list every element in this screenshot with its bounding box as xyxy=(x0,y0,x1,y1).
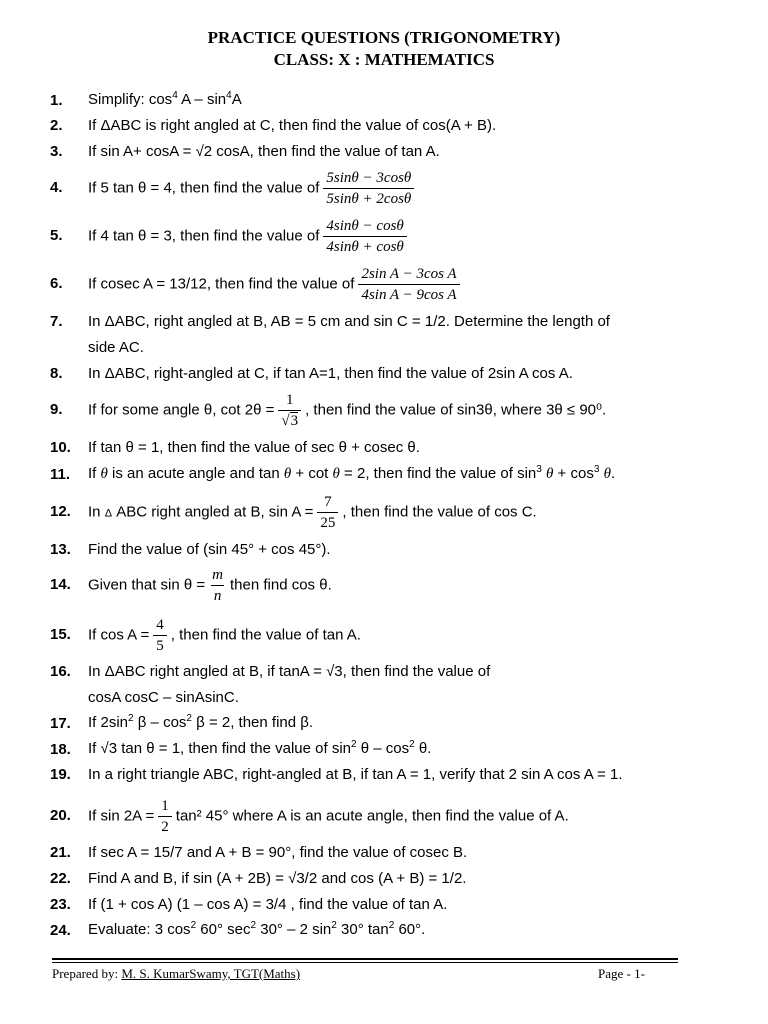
question-17 xyxy=(50,713,730,735)
question-text: In ΔABC, right-angled at C, if tan A=1, then find the value of 2sin A cos A. xyxy=(88,365,573,383)
question-number: 14. xyxy=(50,576,71,594)
fraction: $\frac{\text{2sin A − 3cos A}}{\text{4sin A − 9cos A}}$ xyxy=(358,264,459,305)
question-6 xyxy=(50,264,730,305)
question-text: If tan θ = 1, then find the value of sec θ + cosec θ. xyxy=(88,439,420,457)
question-text: If cosec A = 13/12, then find the value of $\frac{\text{2sin A − 3cos A}}{\text{4sin A − 9cos A}}$ xyxy=(88,264,464,305)
page-subtitle: CLASS: X : MATHEMATICS xyxy=(273,50,495,69)
question-1 xyxy=(50,90,730,112)
question-text: If 4 tan θ = 3, then find the value of $\frac{4\sin\theta - \cos\theta}{4\sin\theta + \cos\theta}$ xyxy=(88,216,411,257)
question-number: 6. xyxy=(50,275,63,293)
question-text: In ΔABC, right angled at B, AB = 5 cm and sin C = 1/2. Determine the length of xyxy=(88,313,610,331)
question-text: Simplify: $\cos^4 A - \sin^4A$ xyxy=(88,90,242,108)
question-number: 24. xyxy=(50,921,71,939)
fraction: $\frac{4}{5}$ xyxy=(153,615,167,656)
page-number: Page - 1- xyxy=(598,966,645,981)
question-number: 3. xyxy=(50,143,63,160)
question-24 xyxy=(50,920,730,942)
question-14 xyxy=(50,565,730,606)
question-7 xyxy=(50,312,730,332)
question-number: 16. xyxy=(50,663,71,680)
footer-divider-thin xyxy=(52,962,678,963)
question-3 xyxy=(50,142,730,162)
question-13 xyxy=(50,540,730,560)
fraction: $\frac{5\sin\theta - 3\cos\theta}{5\sin\theta + 2\cos\theta}$ xyxy=(323,168,414,209)
question-number: 13. xyxy=(50,541,71,558)
question-text: In a right triangle ABC, right-angled at B, if tan A = 1, verify that 2 sin A cos A = 1. xyxy=(88,766,623,784)
question-text: cosA cosC – sinAsinC. xyxy=(88,689,239,707)
question-number: 4. xyxy=(50,179,63,197)
question-8 xyxy=(50,364,730,384)
question-text: side AC. xyxy=(88,339,144,357)
question-text: In Δ ABC right angled at B, sin A = $\frac{7}{25}$ , then find the value of cos C. xyxy=(88,494,537,531)
question-number: 22. xyxy=(50,870,71,887)
question-16-continued xyxy=(50,688,730,708)
question-text: If $2\sin^2$ $\beta - \cos^2 \beta = 2$, then find β. xyxy=(88,713,314,731)
fraction: $\frac{m}{n}$ xyxy=(212,567,223,604)
page-title: PRACTICE QUESTIONS (TRIGONOMETRY) xyxy=(207,28,561,47)
question-18 xyxy=(50,739,730,761)
fraction: $\frac{1}{√3}$ xyxy=(278,390,301,431)
question-12 xyxy=(50,492,730,533)
question-text: Evaluate: 3 $\cos^2 60^\circ$ $\sec^2 30^\circ - 2$ $\sin^2 30^\circ$ $\tan^2 60^\circ$. xyxy=(88,920,426,938)
question-5 xyxy=(50,216,730,257)
question-number: 9. xyxy=(50,401,63,419)
question-text: If sec A = 15/7 and A + B = 90°, find the value of cosec B. xyxy=(88,844,468,862)
question-21 xyxy=(50,843,730,863)
question-10 xyxy=(50,438,730,458)
question-text: If cos A = $\frac{4}{5}$ , then find the value of tan A. xyxy=(88,617,361,654)
question-text: If sin A+ cosA = √2 cosA, then find the value of tan A. xyxy=(88,143,440,161)
question-4 xyxy=(50,168,730,209)
question-text: If for some angle θ, cot 2θ = $\frac{1}{√3}$ , then find the value of sin3θ, where 3θ ≤ 90⁰. xyxy=(88,392,607,429)
fraction: $\frac{7}{25}$ xyxy=(317,492,338,533)
question-text: Find the value of (sin 45° + cos 45°). xyxy=(88,541,331,559)
footer-divider xyxy=(52,958,678,960)
question-text: If ΔABC is right angled at C, then find the value of cos(A + B). xyxy=(88,117,497,135)
question-number: 12. xyxy=(50,503,71,521)
question-text: If sin 2A = $\frac{1}{2}$ tan² 45° where A is an acute angle, then find the value of A. xyxy=(88,798,569,835)
question-text: If (1 + cos A) (1 – cos A) = 3/4 , find the value of tan A. xyxy=(88,896,448,914)
question-number: 20. xyxy=(50,807,71,825)
question-7-continued xyxy=(50,338,730,358)
question-number: 19. xyxy=(50,766,71,783)
author-name: M. S. KumarSwamy, TGT(Maths) xyxy=(121,966,301,981)
question-text: Find A and B, if sin (A + 2B) = √3/2 and cos (A + B) = 1/2. xyxy=(88,870,467,888)
question-text: If θ is an acute angle and tan θ + cot θ = 2, then find the value of $\sin^3 \theta + \cos^3 \theta$. xyxy=(88,464,616,482)
question-2 xyxy=(50,116,730,136)
question-number: 2. xyxy=(50,117,63,134)
question-number: 1. xyxy=(50,91,63,109)
question-number: 5. xyxy=(50,227,63,245)
question-15 xyxy=(50,615,730,656)
question-text: If √3 tan θ = 1, then find the value of $\sin^2 \theta - \cos^2 \theta$. xyxy=(88,739,432,757)
fraction: $\frac{4\sin\theta - \cos\theta}{4\sin\theta + \cos\theta}$ xyxy=(323,216,406,257)
question-text: If 5 tan θ = 4, then find the value of $\frac{5\sin\theta - 3\cos\theta}{5\sin\theta + 2\cos\theta}$ xyxy=(88,168,418,209)
question-number: 21. xyxy=(50,844,71,861)
question-number: 11. xyxy=(50,465,71,483)
question-number: 8. xyxy=(50,365,63,382)
question-text: Given that sin θ = $\frac{m}{n}$ then find cos θ. xyxy=(88,567,332,604)
question-number: 18. xyxy=(50,740,71,758)
question-number: 23. xyxy=(50,896,71,913)
fraction: $\frac{1}{2}$ xyxy=(158,796,172,837)
question-text: In ΔABC right angled at B, if tanA = √3, then find the value of xyxy=(88,663,491,681)
footer-credit xyxy=(52,966,300,982)
question-number: 10. xyxy=(50,439,71,456)
question-11 xyxy=(50,464,730,486)
question-22 xyxy=(50,869,730,889)
question-19 xyxy=(50,765,730,785)
question-number: 15. xyxy=(50,626,71,644)
question-number: 7. xyxy=(50,313,63,330)
question-23 xyxy=(50,895,730,915)
question-9 xyxy=(50,390,730,431)
question-16 xyxy=(50,662,730,682)
prepared-by-label: Prepared by: xyxy=(52,966,119,981)
question-number: 17. xyxy=(50,714,71,732)
question-20 xyxy=(50,796,730,837)
